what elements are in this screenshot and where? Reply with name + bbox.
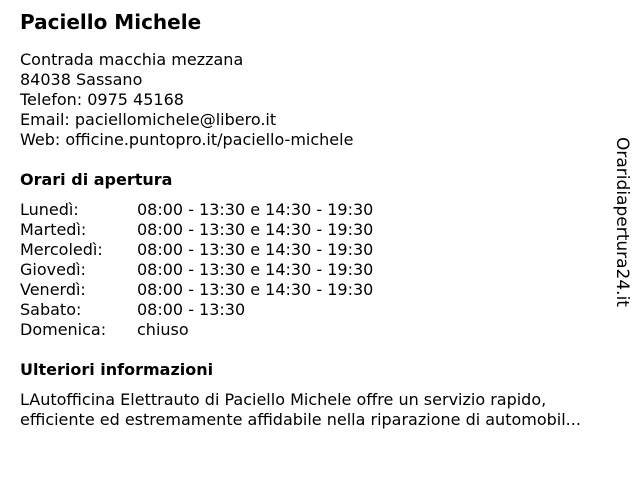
info-line-2: efficiente ed estremamente affidabile nella riparazione di automobil... (20, 410, 581, 429)
day-label: Martedì: (20, 220, 87, 239)
side-brand-label: Oraridiapertura24.it (612, 137, 632, 307)
hours-row-sunday (20, 320, 620, 340)
opening-hours-heading: Orari di apertura (20, 170, 173, 189)
additional-info-heading: Ulteriori informazioni (20, 360, 214, 379)
address-line-1: Contrada macchia mezzana (20, 50, 244, 69)
hours-value: 08:00 - 13:30 e 14:30 - 19:30 (137, 280, 374, 299)
day-label: Mercoledì: (20, 240, 103, 259)
day-label: Venerdì: (20, 280, 86, 299)
phone-line: Telefon: 0975 45168 (20, 90, 184, 109)
day-label: Sabato: (20, 300, 82, 319)
hours-row-saturday (20, 300, 620, 320)
info-line-1: LAutofficina Elettrauto di Paciello Michele offre un servizio rapido, (20, 390, 547, 409)
business-name: Paciello Michele (20, 10, 202, 34)
hours-row-thursday (20, 260, 620, 280)
email-line: Email: paciellomichele@libero.it (20, 110, 277, 129)
hours-row-monday (20, 200, 620, 220)
hours-value: 08:00 - 13:30 (137, 300, 246, 319)
hours-value: 08:00 - 13:30 e 14:30 - 19:30 (137, 200, 374, 219)
hours-row-wednesday (20, 240, 620, 260)
hours-value: 08:00 - 13:30 e 14:30 - 19:30 (137, 220, 374, 239)
contact-block (20, 50, 620, 150)
hours-value: 08:00 - 13:30 e 14:30 - 19:30 (137, 240, 374, 259)
hours-row-tuesday (20, 220, 620, 240)
day-label: Lunedì: (20, 200, 79, 219)
day-label: Domenica: (20, 320, 107, 339)
day-label: Giovedì: (20, 260, 86, 279)
business-card (20, 8, 620, 430)
hours-value: 08:00 - 13:30 e 14:30 - 19:30 (137, 260, 374, 279)
web-line: Web: officine.puntopro.it/paciello-michele (20, 130, 354, 149)
address-line-2: 84038 Sassano (20, 70, 143, 89)
opening-hours-table (20, 200, 620, 340)
hours-row-friday (20, 280, 620, 300)
hours-value: chiuso (137, 320, 189, 339)
additional-info-text (20, 390, 620, 430)
